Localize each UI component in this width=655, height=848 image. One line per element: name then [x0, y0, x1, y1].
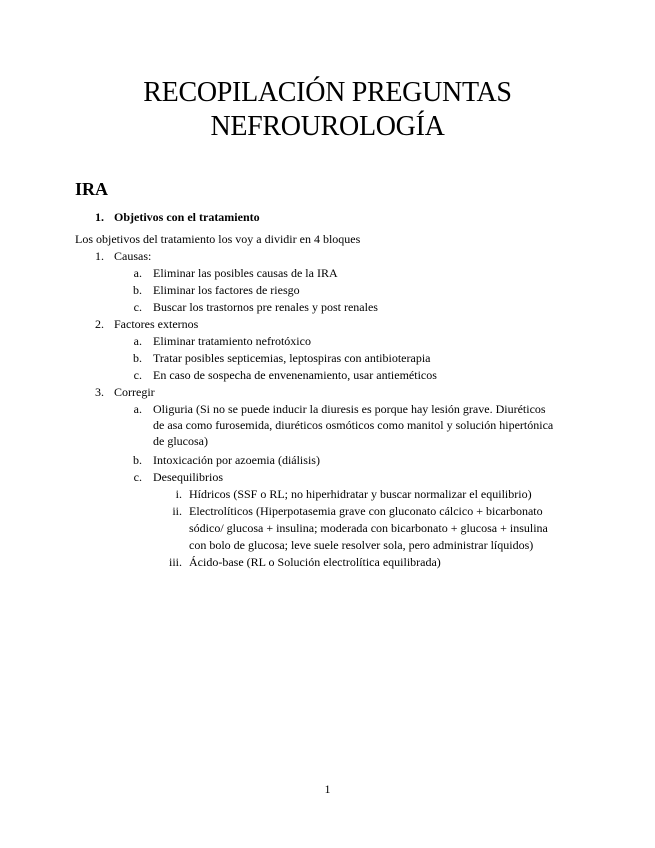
list-item-line: de asa como furosemida, diuréticos osmóticos como manitol y solución hipertónica [153, 418, 554, 432]
item-marker: c. [133, 368, 142, 382]
list-item: En caso de sospecha de envenenamiento, usar antieméticos [153, 368, 437, 382]
page-title-line-1: RECOPILACIÓN PREGUNTAS [143, 77, 512, 108]
list-item-line: Oliguria (Si no se puede inducir la diuresis es porque hay lesión grave. Diuréticos [153, 402, 546, 416]
sub-list-item: Hídricos (SSF o RL; no hiperhidratar y buscar normalizar el equilibrio) [189, 487, 532, 501]
intro-text: Los objetivos del tratamiento los voy a dividir en 4 bloques [75, 232, 361, 246]
block-label: Causas: [114, 249, 152, 263]
list-item: Buscar los trastornos pre renales y post renales [153, 300, 378, 314]
block-label: Factores externos [114, 317, 199, 331]
sub-list-item-line: con bolo de glucosa; leve suele resolver sola, pero administrar líquidos) [189, 538, 534, 552]
sub-list-item-line: Electrolíticos (Hiperpotasemia grave con gluconato cálcico + bicarbonato [189, 504, 543, 518]
block-number: 1. [95, 249, 104, 263]
sub-list-item: Ácido-base (RL o Solución electrolítica equilibrada) [189, 555, 441, 569]
question-number: 1. [95, 210, 104, 224]
block-number: 2. [95, 317, 104, 331]
item-marker: c. [133, 470, 142, 484]
page-title [0, 76, 655, 144]
subitem-marker: ii. [172, 504, 182, 518]
list-item: Intoxicación por azoemia (diálisis) [153, 453, 320, 467]
sub-list-item-line: sódico/ glucosa + insulina; moderada con bicarbonato + glucosa + insulina [189, 521, 548, 535]
item-marker: b. [133, 283, 142, 297]
block-number: 3. [95, 385, 104, 399]
list-item-line: de glucosa) [153, 434, 208, 448]
block-label: Corregir [114, 385, 155, 399]
list-item: Eliminar los factores de riesgo [153, 283, 300, 297]
item-marker: b. [133, 351, 142, 365]
list-item: Desequilibrios [153, 470, 223, 484]
item-marker: c. [133, 300, 142, 314]
item-marker: a. [133, 334, 142, 348]
item-marker: a. [133, 266, 142, 280]
list-item: Eliminar las posibles causas de la IRA [153, 266, 338, 280]
question-title: Objetivos con el tratamiento [114, 210, 260, 224]
item-marker: b. [133, 453, 142, 467]
page-number: 1 [324, 782, 331, 796]
item-marker: a. [133, 402, 142, 416]
list-item: Tratar posibles septicemias, leptospiras con antibioterapia [153, 351, 431, 365]
list-item: Eliminar tratamiento nefrotóxico [153, 334, 311, 348]
section-heading: IRA [75, 179, 109, 199]
subitem-marker: i. [175, 487, 182, 501]
subitem-marker: iii. [168, 555, 182, 569]
page-title-line-2: NEFROUROLOGÍA [210, 111, 445, 142]
